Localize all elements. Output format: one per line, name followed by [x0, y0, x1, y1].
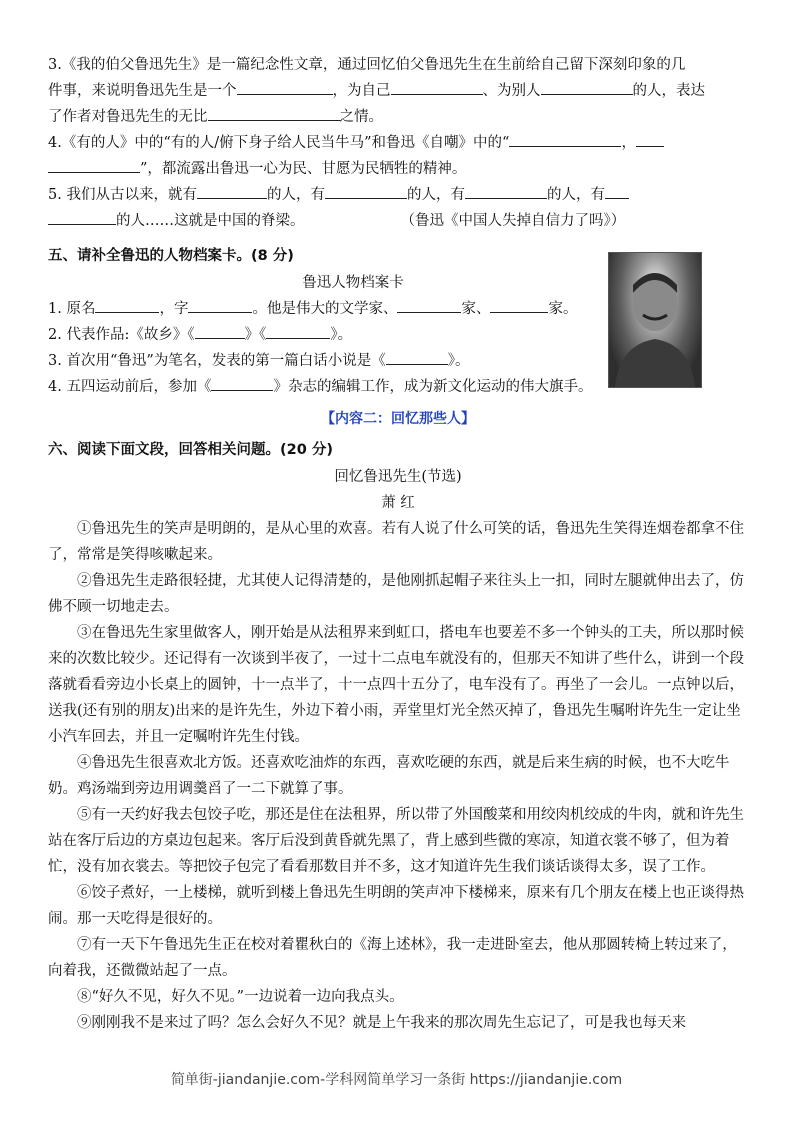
question-3-line-1: 3.《我的伯父鲁迅先生》是一篇纪念性文章，通过回忆伯父鲁迅先生在生前给自己留下深刻印象的几: [48, 57, 686, 73]
answer-blank[interactable]: [397, 298, 461, 313]
answer-blank[interactable]: [636, 132, 664, 147]
answer-blank[interactable]: [48, 158, 140, 173]
passage-paragraph: ⑨刚刚我不是来过了吗？怎么会好久不见？就是上午我来的那次周先生忘记了，可是我也每天来: [77, 1015, 686, 1031]
passage-author: 萧 红: [381, 495, 415, 511]
passage-paragraph: ③在鲁迅先生家里做客人，刚开始是从法租界来到虹口，搭电车也要差不多一个钟头的工夫，所以那时候来的次数比较少。还记得有一次谈到半夜了，一过十二点电车就没有的，但那天不知讲了些什么，讲到一个段落就看看旁边小长桌上的圆钟，十一点半了，十一点四十五分了，电车没有了。再坐了一会儿。一点钟以后，送我(还有别的朋友)出来的是许先生，外边下着小雨，弄堂里灯光全然灭掉了，鲁迅先生嘱咐许先生一定让坐小汽车回去，并且一定嘱咐许先生付钱。: [48, 625, 744, 745]
passage-paragraph: ⑧“好久不见，好久不见。”一边说着一边向我点头。: [77, 989, 404, 1005]
answer-blank[interactable]: [197, 184, 267, 199]
answer-blank[interactable]: [465, 184, 547, 199]
answer-blank[interactable]: [490, 298, 548, 313]
lu-xun-portrait-photo: [608, 252, 702, 388]
question-3-line-3: 了作者对鲁迅先生的无比 之情。: [48, 104, 748, 130]
section-5-heading: 五、请补全鲁迅的人物档案卡。(8 分): [48, 248, 294, 264]
passage-paragraph: ⑦有一天下午鲁迅先生正在校对着瞿秋白的《海上述林》，我一走进卧室去，他从那圆转椅上转过来了，向着我，还微微站起了一点。: [48, 937, 737, 979]
section-6-heading: 六、阅读下面文段，回答相关问题。(20 分): [48, 442, 333, 458]
answer-blank[interactable]: [325, 184, 407, 199]
answer-blank[interactable]: [386, 350, 448, 365]
card-line-2: 2. 代表作品:《故乡》《 》《 》。: [48, 322, 748, 348]
portrait-illustration: [609, 253, 701, 387]
answer-blank[interactable]: [208, 106, 340, 121]
page-footer: 简单街-jiandanjie.com-学科网简单学习一条街 https://jiandanjie.com: [170, 1072, 623, 1088]
passage-paragraph: ②鲁迅先生走路很轻捷，尤其使人记得清楚的，是他刚抓起帽子来往头上一扣，同时左腿就伸出去了，仿佛不顾一切地走去。: [48, 573, 744, 615]
answer-blank[interactable]: [195, 324, 245, 339]
answer-blank[interactable]: [605, 184, 629, 199]
answer-blank[interactable]: [211, 376, 273, 391]
card-title: 鲁迅人物档案卡: [302, 275, 404, 291]
content-title: 【内容二：回忆那些人】: [321, 411, 475, 427]
question-4-line-1: 4.《有的人》中的“有的人/俯下身子给人民当牛马”和鲁迅《自嘲》中的“ ，: [48, 130, 748, 156]
passage-paragraph: ⑥饺子煮好，一上楼梯，就听到楼上鲁迅先生明朗的笑声冲下楼梯来，原来有几个朋友在楼上也正谈得热闹。那一天吃得是很好的。: [48, 885, 744, 927]
passage-paragraph: ⑤有一天约好我去包饺子吃，那还是住在法租界，所以带了外国酸菜和用绞肉机绞成的牛肉，就和许先生站在客厅后边的方桌边包起来。客厅后没到黄昏就先黑了，背上感到些微的寒凉，知道衣裳不够了，但为着忙，没有加衣裳去。等把饺子包完了看看那数目并不多，这才知道许先生我们谈话谈得太多，误了工作。: [48, 807, 744, 875]
passage-paragraph: ④鲁迅先生很喜欢北方饭。还喜欢吃油炸的东西，喜欢吃硬的东西，就是后来生病的时候，也不大吃牛奶。鸡汤端到旁边用调羹舀了一二下就算了事。: [48, 755, 730, 797]
answer-blank[interactable]: [48, 210, 116, 225]
answer-blank[interactable]: [188, 298, 252, 313]
answer-blank[interactable]: [95, 298, 159, 313]
answer-blank[interactable]: [391, 80, 483, 95]
answer-blank[interactable]: [509, 132, 621, 147]
question-5-line-2: 的人……这就是中国的脊梁。 （鲁迅《中国人失掉自信力了吗》）: [48, 208, 748, 234]
answer-blank[interactable]: [266, 324, 330, 339]
document-page: [48, 52, 748, 1036]
card-line-3: 3. 首次用“鲁迅”为笔名，发表的第一篇白话小说是《 》。: [48, 348, 748, 374]
question-3-line-2: 件事，来说明鲁迅先生是一个 ，为自己 、为别人 的人，表达: [48, 78, 748, 104]
card-line-1: 1. 原名 ，字 。他是伟大的文学家、 家、 家。: [48, 296, 748, 322]
answer-blank[interactable]: [237, 80, 333, 95]
question-4-line-2: ”，都流露出鲁迅一心为民、甘愿为民牺牲的精神。: [48, 156, 748, 182]
passage-paragraph: ①鲁迅先生的笑声是明朗的，是从心里的欢喜。若有人说了什么可笑的话，鲁迅先生笑得连烟卷都拿不住了，常常是笑得咳嗽起来。: [48, 521, 744, 563]
answer-blank[interactable]: [541, 80, 633, 95]
card-line-4: 4. 五四运动前后，参加《 》杂志的编辑工作，成为新文化运动的伟大旗手。: [48, 374, 748, 400]
passage-title: 回忆鲁迅先生(节选): [334, 469, 462, 485]
question-5-line-1: 5. 我们从古以来，就有 的人，有 的人，有 的人，有: [48, 182, 748, 208]
